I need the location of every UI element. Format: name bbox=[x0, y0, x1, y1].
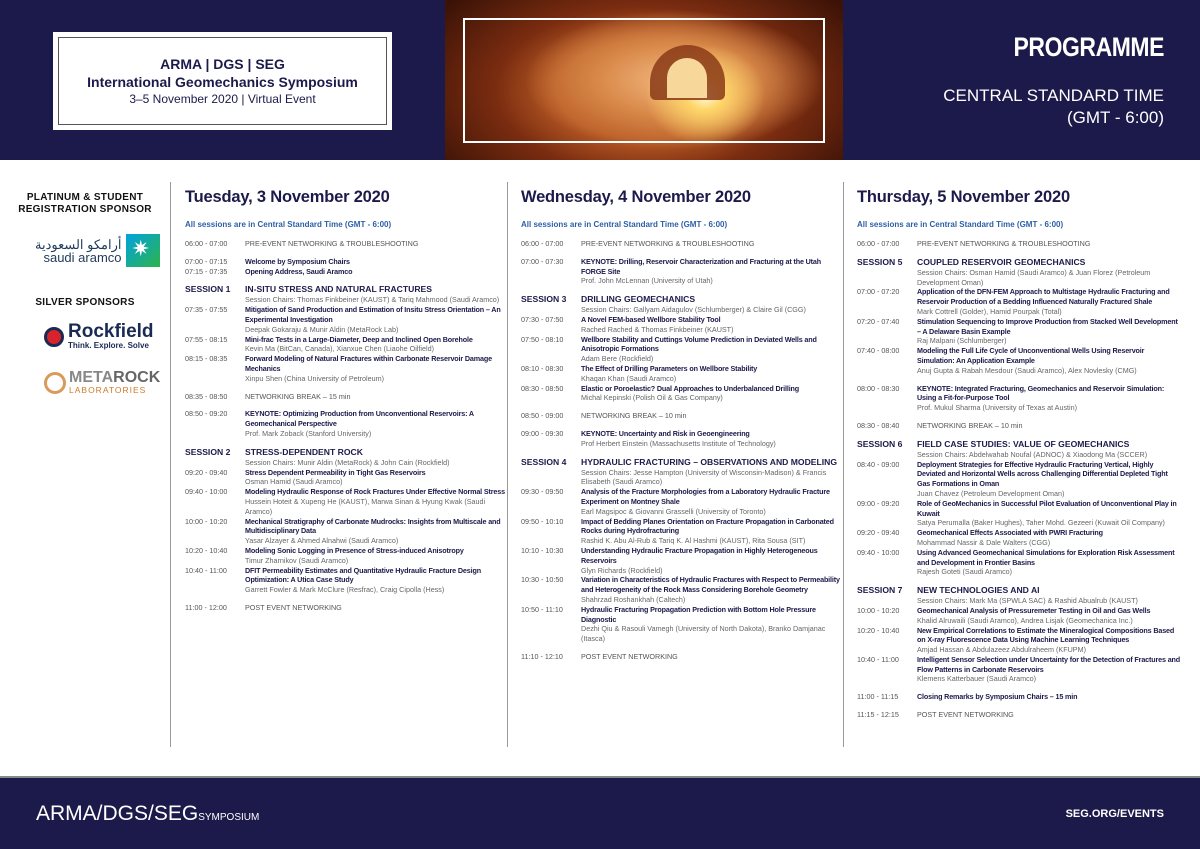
item-body bbox=[917, 585, 1182, 606]
timezone-note: All sessions are in Central Standard Time (GMT - 6:00) bbox=[857, 220, 1064, 229]
item-authors: Prof Herbert Einstein (Massachusetts Institute of Technology) bbox=[581, 438, 776, 448]
platinum-heading-line-2: REGISTRATION SPONSOR bbox=[18, 204, 152, 215]
item-title: Modeling the Full Life Cycle of Unconventional Wells Using Reservoir Simulation: An Application Example bbox=[917, 346, 1145, 365]
schedule-break bbox=[857, 421, 1182, 431]
schedule-item bbox=[521, 575, 846, 604]
item-body bbox=[917, 460, 1182, 499]
item-title: PRE-EVENT NETWORKING & TROUBLESHOOTING bbox=[581, 239, 755, 248]
item-authors: Khaqan Khan (Saudi Aramco) bbox=[581, 373, 677, 383]
item-body bbox=[581, 487, 846, 516]
item-title: Application of the DFN-FEM Approach to Multistage Hydraulic Fracturing and Reservoir Production of a Bedding Influenced Naturally Fractured Shale bbox=[917, 287, 1170, 307]
time-slot: 08:35 - 08:50 bbox=[185, 391, 228, 401]
item-body bbox=[581, 429, 846, 449]
item-authors: Juan Chavez (Petroleum Development Oman) bbox=[917, 488, 1065, 498]
schedule-item bbox=[857, 287, 1182, 316]
item-title: Mini-frac Tests in a Large-Diameter, Deep and Inclined Open Borehole bbox=[245, 334, 473, 344]
item-body bbox=[917, 239, 1182, 249]
item-title: KEYNOTE: Uncertainty and Risk in Geoengineering bbox=[581, 428, 750, 438]
schedule-item bbox=[521, 487, 846, 516]
item-authors: Garrett Fowler & Mark McClure (Resfrac), Craig Cipolla (Hess) bbox=[245, 585, 445, 595]
item-title: Closing Remarks by Symposium Chairs – 15 min bbox=[917, 692, 1078, 702]
schedule-item bbox=[857, 460, 1182, 499]
item-title: POST EVENT NETWORKING bbox=[581, 651, 678, 661]
schedule-item bbox=[521, 605, 846, 644]
footer bbox=[0, 776, 1200, 849]
timezone-line-2: (GMT - 6:00) bbox=[1067, 108, 1164, 127]
item-body bbox=[245, 468, 510, 488]
item-title: Intelligent Sensor Selection under Uncertainty for the Detection of Fractures and Flow Patterns in Carbonate Reservoirs bbox=[917, 654, 1181, 674]
schedule-break bbox=[521, 652, 846, 662]
schedule-break bbox=[185, 239, 510, 249]
session-number: SESSION 2 bbox=[185, 446, 231, 457]
item-body bbox=[581, 315, 846, 335]
timezone-line-1: CENTRAL STANDARD TIME bbox=[943, 86, 1164, 105]
saudi-aramco-logo bbox=[35, 234, 160, 267]
schedule-item bbox=[857, 384, 1182, 413]
item-authors: Earl Magsipoc & Giovanni Grasselli (University of Toronto) bbox=[581, 506, 766, 516]
item-body bbox=[917, 317, 1182, 346]
time-slot: 07:30 - 07:50 bbox=[521, 314, 564, 324]
item-body bbox=[245, 267, 510, 277]
item-body bbox=[917, 655, 1182, 684]
item-title: A Novel FEM-based Wellbore Stability Tool bbox=[581, 314, 721, 324]
item-title: New Empirical Correlations to Estimate the Mineralogical Compositions Based on X-ray Fluorescence Data Using Machine Learning Techniques bbox=[917, 625, 1175, 645]
item-body bbox=[245, 409, 510, 438]
schedule-item bbox=[857, 606, 1182, 626]
item-body bbox=[245, 392, 510, 402]
sponsors-sidebar bbox=[0, 160, 170, 775]
schedule-item bbox=[185, 546, 510, 566]
item-authors: Deepak Gokaraju & Munir Aldin (MetaRock Lab) bbox=[245, 324, 399, 334]
rockfield-logo bbox=[44, 323, 154, 350]
schedule-item bbox=[185, 517, 510, 546]
schedule-item bbox=[521, 429, 846, 449]
time-slot: 11:15 - 12:15 bbox=[857, 710, 899, 720]
item-authors: Timur Zharnikov (Saudi Aramco) bbox=[245, 555, 349, 565]
item-body bbox=[581, 575, 846, 604]
schedule-item bbox=[857, 692, 1182, 702]
time-slot: 07:20 - 07:40 bbox=[857, 316, 900, 326]
item-title: Geomechanical Effects Associated with PWRI Fracturing bbox=[917, 528, 1103, 538]
item-title: Welcome by Symposium Chairs bbox=[245, 256, 350, 266]
schedule-item bbox=[185, 257, 510, 267]
session-number: SESSION 1 bbox=[185, 284, 231, 295]
item-body bbox=[917, 710, 1182, 720]
session-title: COUPLED RESERVOIR GEOMECHANICS bbox=[917, 256, 1086, 267]
item-authors: Rashid K. Abu Al-Rub & Tariq K. Al Hashmi (KAUST), Rita Sousa (SIT) bbox=[581, 536, 806, 546]
item-title: Wellbore Stability and Cuttings Volume Prediction in Deviated Wells and Anisotropic Formations bbox=[581, 334, 817, 354]
item-body bbox=[917, 421, 1182, 431]
item-authors: Prof. John McLennan (University of Utah) bbox=[581, 276, 713, 286]
session-header bbox=[521, 457, 846, 488]
footer-logo-suffix: SYMPOSIUM bbox=[198, 812, 260, 823]
time-slot: 09:20 - 09:40 bbox=[857, 528, 900, 538]
time-slot: 06:00 - 07:00 bbox=[521, 239, 564, 248]
time-slot: 10:40 - 11:00 bbox=[857, 654, 899, 664]
item-body bbox=[917, 606, 1182, 626]
item-body bbox=[917, 548, 1182, 577]
item-authors: Mohammad Nassir & Dale Walters (CGG) bbox=[917, 537, 1051, 547]
time-slot: 09:20 - 09:40 bbox=[185, 467, 228, 477]
session-title: DRILLING GEOMECHANICS bbox=[581, 294, 696, 305]
time-slot: 07:35 - 07:55 bbox=[185, 305, 228, 315]
item-body bbox=[581, 257, 846, 286]
schedule-item bbox=[857, 317, 1182, 346]
item-title: The Effect of Drilling Parameters on Wellbore Stability bbox=[581, 363, 758, 373]
item-body bbox=[917, 499, 1182, 528]
item-title: POST EVENT NETWORKING bbox=[917, 710, 1014, 720]
time-slot: 06:00 - 07:00 bbox=[185, 239, 228, 248]
schedule-item bbox=[185, 566, 510, 595]
item-title: Elastic or Poroelastic? Dual Approaches to Underbalanced Drilling bbox=[581, 383, 800, 393]
schedule-item bbox=[185, 354, 510, 383]
schedule-item bbox=[521, 384, 846, 404]
time-slot: 08:30 - 08:40 bbox=[857, 420, 900, 430]
session-number: SESSION 4 bbox=[521, 456, 567, 467]
timezone-label bbox=[943, 85, 1164, 129]
item-body bbox=[917, 287, 1182, 316]
time-slot: 10:00 - 10:20 bbox=[857, 605, 900, 615]
time-slot: 10:10 - 10:30 bbox=[521, 545, 564, 555]
schedule-item bbox=[185, 409, 510, 438]
header bbox=[0, 0, 1200, 160]
item-body bbox=[581, 384, 846, 404]
time-slot: 08:30 - 08:50 bbox=[521, 383, 564, 393]
schedule-item bbox=[521, 517, 846, 546]
item-title: KEYNOTE: Optimizing Production from Unconventional Reservoirs: A Geomechanical Perspective bbox=[245, 409, 474, 429]
item-title: Deployment Strategies for Effective Hydraulic Fracturing Vertical, Highly Deviated and Horizontal Wells across Challenging Differential Depleted Tight Gas Formations in Oman bbox=[917, 459, 1168, 489]
item-body bbox=[917, 528, 1182, 548]
session-header bbox=[185, 447, 510, 468]
session-chairs: Session Chairs: Thomas Finkbeiner (KAUST) & Tariq Mahmood (Saudi Aramco) bbox=[245, 295, 500, 305]
item-body bbox=[245, 239, 510, 249]
item-body bbox=[581, 546, 846, 575]
item-body bbox=[917, 626, 1182, 655]
item-title: Stimulation Sequencing to Improve Production from Stacked Well Development – A Delaware Basin Example bbox=[917, 316, 1178, 336]
rock-arch-photo bbox=[445, 0, 843, 160]
programme-heading: PROGRAMME bbox=[1013, 32, 1164, 62]
session-title: HYDRAULIC FRACTURING – OBSERVATIONS AND MODELING bbox=[581, 456, 838, 467]
item-title: Analysis of the Fracture Morphologies from a Laboratory Hydraulic Fracture Experiment on Montney Shale bbox=[581, 487, 830, 506]
time-slot: 07:50 - 08:10 bbox=[521, 334, 564, 344]
aramco-star-icon bbox=[126, 234, 160, 267]
title-line-1: ARMA | DGS | SEG bbox=[160, 55, 285, 72]
rockfield-globe-icon bbox=[44, 327, 64, 347]
item-authors: Dezhi Qiu & Rasouli Vamegh (University of North Dakota), Branko Damjanac (Itasca) bbox=[581, 624, 826, 644]
schedule-item bbox=[185, 305, 510, 334]
time-slot: 10:50 - 11:10 bbox=[521, 604, 563, 614]
session-number: SESSION 7 bbox=[857, 585, 903, 596]
day-title: Tuesday, 3 November 2020 bbox=[185, 188, 390, 206]
time-slot: 08:40 - 09:00 bbox=[857, 459, 900, 469]
item-authors: Shahrzad Roshankhah (Caltech) bbox=[581, 594, 686, 604]
item-authors: Hussein Hoteit & Xupeng He (KAUST), Marwa Sinan & Hyung Kwak (Saudi Aramco) bbox=[245, 496, 486, 516]
schedule-item bbox=[185, 487, 510, 516]
item-title: Role of GeoMechanics in Successful Pilot Evaluation of Unconventional Play in Kuwait bbox=[917, 498, 1177, 518]
schedule-break bbox=[185, 392, 510, 402]
item-authors: Rajesh Goteti (Saudi Aramco) bbox=[917, 567, 1013, 577]
session-number: SESSION 5 bbox=[857, 256, 903, 267]
item-title: Understanding Hydraulic Fracture Propagation in Highly Heterogeneous Reservoirs bbox=[581, 545, 818, 565]
item-authors: Kevin Ma (BitCan, Canada), Xianxue Chen (Liaohe Oilfield) bbox=[245, 344, 434, 354]
time-slot: 08:50 - 09:00 bbox=[521, 411, 564, 421]
schedule-item bbox=[521, 335, 846, 364]
session-chairs: Session Chairs: Abdelwahab Noufal (ADNOC) & Xiaodong Ma (SCCER) bbox=[917, 449, 1148, 459]
item-authors: Osman Hamid (Saudi Aramco) bbox=[245, 477, 343, 487]
item-body bbox=[245, 447, 510, 468]
time-slot: 08:00 - 08:30 bbox=[857, 383, 900, 393]
time-slot: 08:15 - 08:35 bbox=[185, 354, 228, 364]
session-title: NEW TECHNOLOGIES AND AI bbox=[917, 585, 1040, 596]
time-slot: 09:40 - 10:00 bbox=[185, 487, 228, 497]
item-title: PRE-EVENT NETWORKING & TROUBLESHOOTING bbox=[245, 239, 419, 248]
silver-sponsors-heading: SILVER SPONSORS bbox=[35, 297, 135, 308]
item-title: Modeling Hydraulic Response of Rock Fractures Under Effective Normal Stress bbox=[245, 487, 505, 497]
item-title: Geomechanical Analysis of Pressuremeter Testing in Oil and Gas Wells bbox=[917, 605, 1151, 615]
metarock-logo bbox=[44, 370, 160, 395]
time-slot: 11:10 - 12:10 bbox=[521, 651, 563, 661]
session-chairs: Session Chairs: Mark Ma (SPWLA SAC) & Rashid Abualrub (KAUST) bbox=[917, 596, 1138, 606]
footer-logo-text: ARMA/DGS/SEG bbox=[36, 802, 199, 825]
item-authors: Yasar Alzayer & Ahmed Alnahwi (Saudi Aramco) bbox=[245, 536, 399, 546]
item-title: NETWORKING BREAK – 10 min bbox=[917, 420, 1023, 430]
schedule-break bbox=[185, 603, 510, 613]
item-authors: Adam Bere (Rockfield) bbox=[581, 354, 654, 364]
schedule-item bbox=[857, 499, 1182, 528]
item-authors: Khalid Alruwaili (Saudi Aramco), Andrea Lisjak (Geomechanica Inc.) bbox=[917, 615, 1133, 625]
item-body bbox=[581, 364, 846, 384]
session-chairs: Session Chairs: Osman Hamid (Saudi Aramco) & Juan Florez (Petroleum Development Oman) bbox=[917, 267, 1151, 287]
rockfield-tagline: Think. Explore. Solve bbox=[68, 341, 149, 350]
item-body bbox=[245, 546, 510, 566]
item-title: NETWORKING BREAK – 10 min bbox=[581, 411, 687, 421]
day-title: Thursday, 5 November 2020 bbox=[857, 188, 1070, 206]
session-chairs: Session Chairs: Jesse Hampton (University of Wisconsin-Madison) & Francis Elisabeth (Saudi Aramco) bbox=[581, 467, 827, 487]
metarock-name-2: ROCK bbox=[113, 369, 161, 386]
time-slot: 07:15 - 07:35 bbox=[185, 266, 228, 276]
session-title: STRESS-DEPENDENT ROCK bbox=[245, 446, 363, 457]
session-header bbox=[857, 585, 1182, 606]
item-title: Mechanical Stratigraphy of Carbonate Mudrocks: Insights from Multiscale and Multidisciplinary Data bbox=[245, 516, 501, 536]
title-line-2: International Geomechanics Symposium bbox=[87, 73, 358, 90]
item-title: DFIT Permeability Estimates and Quantitative Hydraulic Fracture Design Optimization: A Utica Case Study bbox=[245, 565, 481, 585]
item-title: Forward Modeling of Natural Fractures within Carbonate Reservoir Damage Mechanics bbox=[245, 354, 492, 373]
item-title: KEYNOTE: Integrated Fracturing, Geomechanics and Reservoir Simulation: Using a Fit-for-Purpose Tool bbox=[917, 383, 1165, 403]
time-slot: 09:00 - 09:20 bbox=[857, 498, 900, 508]
time-slot: 07:00 - 07:30 bbox=[521, 256, 564, 266]
column-divider bbox=[170, 182, 171, 747]
session-header bbox=[857, 439, 1182, 460]
item-authors: Xinpu Shen (China University of Petroleum) bbox=[245, 373, 385, 383]
time-slot: 11:00 - 11:15 bbox=[857, 692, 899, 702]
session-header bbox=[521, 294, 846, 315]
item-body bbox=[245, 603, 510, 613]
item-title: Hydraulic Fracturing Propagation Prediction with Bottom Hole Pressure Diagnostic bbox=[581, 604, 816, 624]
time-slot: 07:40 - 08:00 bbox=[857, 346, 900, 356]
item-body bbox=[581, 411, 846, 421]
item-authors: Raj Malpani (Schlumberger) bbox=[917, 336, 1007, 346]
schedule-item bbox=[521, 257, 846, 286]
item-body bbox=[245, 257, 510, 267]
item-title: Impact of Bedding Planes Orientation on Fracture Propagation in Carbonated Rocks during Hydrofracturing bbox=[581, 516, 834, 536]
session-title: FIELD CASE STUDIES: VALUE OF GEOMECHANICS bbox=[917, 438, 1130, 449]
platinum-sponsor-heading bbox=[0, 192, 170, 216]
item-body bbox=[581, 517, 846, 546]
schedule-item bbox=[857, 626, 1182, 655]
schedule-item bbox=[185, 267, 510, 277]
item-body bbox=[581, 605, 846, 644]
item-body bbox=[917, 692, 1182, 702]
title-line-3: 3–5 November 2020 | Virtual Event bbox=[129, 91, 316, 106]
item-title: POST EVENT NETWORKING bbox=[245, 602, 342, 612]
schedule-break bbox=[857, 239, 1182, 249]
timezone-note: All sessions are in Central Standard Time (GMT - 6:00) bbox=[521, 220, 728, 229]
day-column bbox=[185, 188, 510, 613]
time-slot: 11:00 - 12:00 bbox=[185, 602, 227, 612]
schedule-item bbox=[185, 335, 510, 355]
schedule-item bbox=[521, 315, 846, 335]
time-slot: 09:40 - 10:00 bbox=[857, 547, 900, 557]
aramco-arabic: أرامكو السعودية bbox=[35, 236, 122, 252]
item-body bbox=[245, 487, 510, 516]
item-authors: Prof. Mark Zoback (Stanford University) bbox=[245, 428, 372, 438]
time-slot: 07:00 - 07:15 bbox=[185, 256, 228, 266]
platinum-heading-line-1: PLATINUM & STUDENT bbox=[26, 192, 144, 203]
time-slot: 07:55 - 08:15 bbox=[185, 334, 228, 344]
item-body bbox=[581, 335, 846, 364]
time-slot: 08:50 - 09:20 bbox=[185, 409, 228, 419]
item-title: NETWORKING BREAK – 15 min bbox=[245, 391, 351, 401]
item-authors: Michal Kepinski (Polish Oil & Gas Company) bbox=[581, 393, 723, 403]
aramco-name: saudi aramco bbox=[43, 249, 122, 265]
rockfield-name: Rockfield bbox=[68, 321, 154, 342]
item-authors: Mark Cottrell (Golder), Hamid Pourpak (Total) bbox=[917, 306, 1062, 316]
item-body bbox=[581, 457, 846, 488]
day-title: Wednesday, 4 November 2020 bbox=[521, 188, 751, 206]
schedule-item bbox=[521, 546, 846, 575]
time-slot: 09:00 - 09:30 bbox=[521, 428, 564, 438]
time-slot: 08:10 - 08:30 bbox=[521, 363, 564, 373]
time-slot: 10:20 - 10:40 bbox=[185, 545, 228, 555]
item-title: Using Advanced Geomechanical Simulations for Exploration Risk Assessment and Development in Frontier Basins bbox=[917, 547, 1175, 567]
time-slot: 10:30 - 10:50 bbox=[521, 575, 564, 585]
item-body bbox=[917, 257, 1182, 288]
item-body bbox=[245, 335, 510, 355]
item-title: Modeling Sonic Logging in Presence of Stress-induced Anisotropy bbox=[245, 545, 464, 555]
session-chairs: Session Chairs: Gallyam Aidagulov (Schlumberger) & Claire Gil (CGG) bbox=[581, 305, 806, 315]
item-title: Stress Dependent Permeability in Tight Gas Reservoirs bbox=[245, 467, 426, 477]
session-number: SESSION 6 bbox=[857, 438, 903, 449]
item-body bbox=[581, 239, 846, 249]
metarock-name-1: META bbox=[69, 369, 114, 386]
item-body bbox=[581, 652, 846, 662]
item-title: Mitigation of Sand Production and Estimation of Insitu Stress Orientation – An Experimental Investigation bbox=[245, 305, 501, 324]
schedule-break bbox=[521, 411, 846, 421]
schedule-break bbox=[521, 239, 846, 249]
metarock-tagline: LABORATORIES bbox=[69, 385, 147, 395]
item-body bbox=[917, 384, 1182, 413]
day-column bbox=[857, 188, 1182, 720]
item-authors: Satya Perumalla (Baker Hughes), Taher Mohd. Gezeeri (Kuwait Oil Company) bbox=[917, 518, 1165, 528]
item-body bbox=[581, 294, 846, 315]
item-authors: Prof. Mukul Sharma (University of Texas at Austin) bbox=[917, 403, 1078, 413]
item-authors: Klemens Katterbauer (Saudi Aramco) bbox=[917, 674, 1037, 684]
metarock-emblem-icon bbox=[44, 372, 66, 394]
time-slot: 06:00 - 07:00 bbox=[857, 239, 900, 248]
schedule-item bbox=[857, 528, 1182, 548]
item-authors: Anuj Gupta & Rabah Mesdour (Saudi Aramco), Alex Novlesky (CMG) bbox=[917, 365, 1137, 375]
schedule-item bbox=[185, 468, 510, 488]
time-slot: 09:50 - 10:10 bbox=[521, 516, 564, 526]
item-body bbox=[245, 566, 510, 595]
item-authors: Rached Rached & Thomas Finkbeiner (KAUST) bbox=[581, 324, 734, 334]
time-slot: 07:00 - 07:20 bbox=[857, 287, 900, 297]
item-title: PRE-EVENT NETWORKING & TROUBLESHOOTING bbox=[917, 239, 1091, 248]
schedule-item bbox=[857, 346, 1182, 375]
item-authors: Amjad Hassan & Abdulazeez Abdulraheem (KFUPM) bbox=[917, 645, 1086, 655]
item-body bbox=[245, 305, 510, 334]
schedule-item bbox=[521, 364, 846, 384]
item-title: KEYNOTE: Drilling, Reservoir Characterization and Fracturing at the Utah FORGE Site bbox=[581, 256, 822, 276]
item-title: Opening Address, Saudi Aramco bbox=[245, 266, 353, 276]
session-number: SESSION 3 bbox=[521, 294, 567, 305]
schedule-item bbox=[857, 655, 1182, 684]
item-body bbox=[917, 346, 1182, 375]
item-body bbox=[245, 354, 510, 383]
time-slot: 10:40 - 11:00 bbox=[185, 565, 227, 575]
item-body bbox=[917, 439, 1182, 460]
timezone-note: All sessions are in Central Standard Time (GMT - 6:00) bbox=[185, 220, 392, 229]
item-authors: Glyn Richards (Rockfield) bbox=[581, 565, 663, 575]
events-link[interactable]: SEG.ORG/EVENTS bbox=[1065, 808, 1164, 820]
symposium-title-box bbox=[53, 32, 392, 130]
session-title: IN-SITU STRESS AND NATURAL FRACTURES bbox=[245, 284, 432, 295]
time-slot: 10:00 - 10:20 bbox=[185, 516, 228, 526]
item-body bbox=[245, 284, 510, 305]
footer-logo bbox=[36, 802, 259, 826]
time-slot: 10:20 - 10:40 bbox=[857, 625, 900, 635]
time-slot: 09:30 - 09:50 bbox=[521, 487, 564, 497]
session-header bbox=[185, 284, 510, 305]
day-column bbox=[521, 188, 846, 662]
session-header bbox=[857, 257, 1182, 288]
session-chairs: Session Chairs: Munir Aldin (MetaRock) & John Cain (Rockfield) bbox=[245, 457, 450, 467]
item-title: Variation in Characteristics of Hydraulic Fractures with Respect to Permeability and Heterogeneity of the Rock Mass Considering Borehole Geometry bbox=[581, 575, 840, 595]
item-body bbox=[245, 517, 510, 546]
schedule-item bbox=[857, 548, 1182, 577]
schedule-break bbox=[857, 710, 1182, 720]
